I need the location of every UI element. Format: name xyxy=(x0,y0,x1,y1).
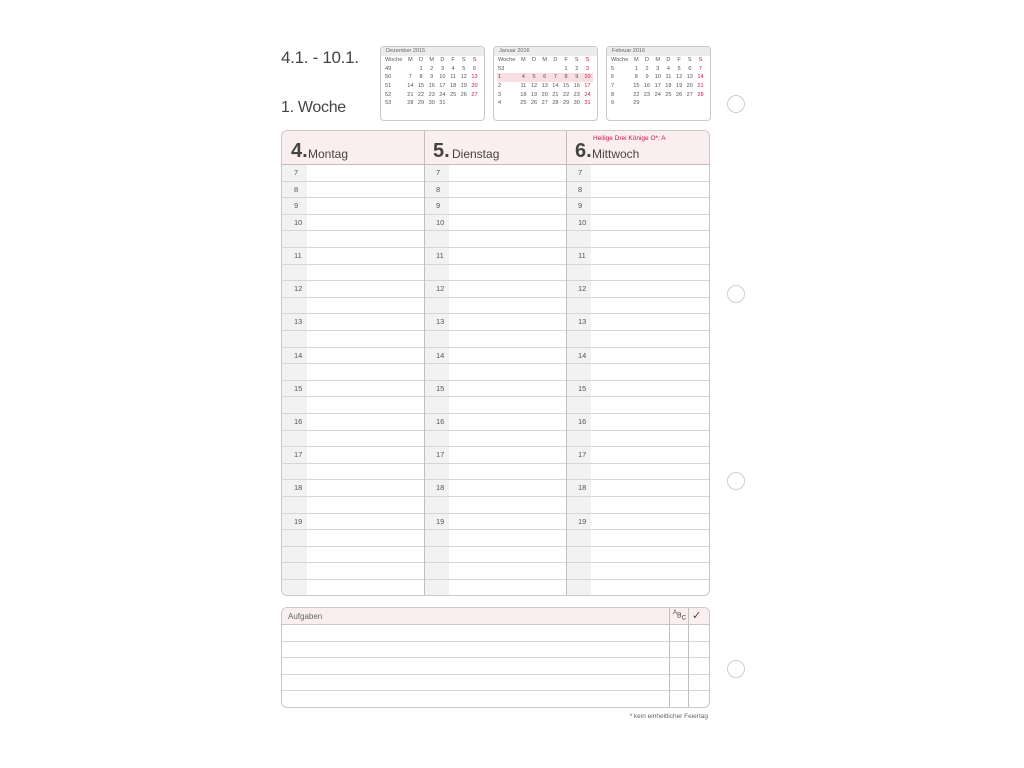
mini-calendar-day: 19 xyxy=(675,83,683,90)
hour-label: 16 xyxy=(578,417,587,426)
time-slot-line xyxy=(282,330,424,331)
mini-calendar-day xyxy=(518,65,529,74)
hour-label: 12 xyxy=(294,284,303,294)
mini-calendar-day: 4 xyxy=(451,65,455,72)
time-slot-line xyxy=(424,546,566,547)
hour-label: 14 xyxy=(578,350,587,360)
mini-calendar-day: 25 xyxy=(449,91,457,98)
mini-calendar-week-number: 8 xyxy=(611,91,615,98)
time-slot-line xyxy=(424,264,566,265)
mini-calendar-day: 26 xyxy=(675,91,683,98)
mini-calendar-day: 9 xyxy=(430,74,434,81)
mini-calendar-day: 21 xyxy=(552,91,559,98)
hour-label: 11 xyxy=(436,251,444,260)
time-slot-line xyxy=(566,463,709,464)
mini-calendar-day: 20 xyxy=(471,83,478,90)
mini-calendar-day: 2 xyxy=(645,65,649,72)
mini-calendar-day: 16 xyxy=(428,83,435,90)
hour-label: 10 xyxy=(436,217,445,227)
mini-calendar-day: 9 xyxy=(645,74,649,81)
time-slot-line xyxy=(282,446,424,447)
mini-calendar-day: 10 xyxy=(582,73,593,82)
task-column-divider xyxy=(688,608,689,707)
mini-calendar-day xyxy=(539,65,550,74)
mini-calendar-day: 2 xyxy=(430,65,434,72)
mini-calendar-day: 27 xyxy=(541,100,548,107)
mini-calendar-week-number: 53 xyxy=(385,100,392,107)
hour-label: 18 xyxy=(578,483,587,493)
mini-calendar-day: 14 xyxy=(552,83,559,90)
task-column-divider xyxy=(669,608,670,707)
mini-calendar-day: 1 xyxy=(564,65,568,72)
mini-calendar-column-header: D xyxy=(419,57,424,64)
time-slot-line xyxy=(424,579,566,580)
holiday-label: Heilige Drei Könige O*; A xyxy=(593,135,666,142)
mini-calendar-day: 1 xyxy=(419,65,423,72)
week-label: 1. Woche xyxy=(281,99,346,116)
mini-calendar-column-header: S xyxy=(574,57,579,64)
hour-label: 9 xyxy=(294,201,299,211)
hour-label: 8 xyxy=(294,184,299,194)
hour-label: 15 xyxy=(294,383,303,393)
time-slot-line xyxy=(424,197,566,198)
day-column xyxy=(282,131,424,595)
time-slot-line xyxy=(566,529,709,530)
mini-calendar-day: 20 xyxy=(686,83,693,90)
mini-calendar-column-header: S xyxy=(698,57,703,64)
time-slot-line xyxy=(424,313,566,314)
mini-calendar-column-header: M xyxy=(634,57,639,64)
mini-calendar-day: 16 xyxy=(573,83,580,90)
mini-calendar-day: 20 xyxy=(541,91,548,98)
hour-label: 19 xyxy=(578,516,587,526)
time-slot-line xyxy=(566,214,709,215)
mini-calendar-day: 21 xyxy=(407,91,414,98)
mini-calendar-column-header: D xyxy=(440,57,445,64)
time-slot-line xyxy=(566,496,709,497)
mini-calendar-day: 10 xyxy=(654,74,661,81)
footnote: * kein einheitlicher Feiertag xyxy=(629,713,708,720)
tasks-header xyxy=(282,608,709,625)
mini-calendar-day: 31 xyxy=(584,100,591,107)
hour-label: 9 xyxy=(578,201,583,211)
time-slot-line xyxy=(282,280,424,281)
hour-label: 18 xyxy=(436,483,445,493)
mini-calendar-day: 17 xyxy=(439,83,446,90)
column-divider xyxy=(566,131,567,595)
mini-calendar-day: 10 xyxy=(439,74,446,81)
mini-calendar-day xyxy=(652,99,663,108)
time-slot-line xyxy=(282,181,424,182)
mini-calendar-day: 22 xyxy=(417,91,425,98)
mini-calendar-week-number: 5 xyxy=(611,65,615,72)
hour-label: 18 xyxy=(294,483,303,493)
mini-calendar-day: 31 xyxy=(439,100,446,107)
time-slot-line xyxy=(282,197,424,198)
hour-label: 15 xyxy=(578,383,587,393)
mini-calendar-day: 19 xyxy=(530,91,538,98)
mini-calendar-day: 8 xyxy=(419,74,423,81)
hour-label: 17 xyxy=(436,450,445,460)
column-divider xyxy=(424,131,425,595)
hour-label: 12 xyxy=(578,284,587,294)
time-slot-line xyxy=(566,479,709,480)
time-slot-line xyxy=(282,529,424,530)
day-column xyxy=(566,131,709,595)
mini-calendar-day: 8 xyxy=(634,74,638,81)
mini-calendar-day: 6 xyxy=(472,65,477,72)
mini-calendar-day: 22 xyxy=(633,91,640,98)
time-slot-line xyxy=(424,529,566,530)
punch-hole xyxy=(727,95,745,113)
time-slot-line xyxy=(282,214,424,215)
time-slot-line xyxy=(566,562,709,563)
hour-label: 13 xyxy=(436,317,445,327)
mini-calendar-day: 15 xyxy=(633,83,640,90)
mini-calendar-week-number: 50 xyxy=(385,74,392,81)
mini-calendar-column-header: M xyxy=(542,57,548,64)
time-slot-line xyxy=(424,463,566,464)
time-slot-line xyxy=(282,347,424,348)
hour-label: 13 xyxy=(294,317,303,327)
mini-calendar-day: 30 xyxy=(573,100,580,107)
mini-calendar-column-header: F xyxy=(451,57,455,64)
mini-calendar-day: 18 xyxy=(449,83,457,90)
mini-calendar-column-header: D xyxy=(532,57,537,64)
hour-label: 10 xyxy=(294,217,303,227)
mini-calendar-day: 12 xyxy=(460,74,467,81)
mini-calendar-day: 18 xyxy=(665,83,672,90)
time-slot-line xyxy=(566,247,709,248)
mini-calendar-day xyxy=(458,99,469,108)
mini-calendar-column-header: F xyxy=(564,57,568,64)
mini-calendar-day xyxy=(405,65,416,74)
time-slot-line xyxy=(282,297,424,298)
time-slot-line xyxy=(424,214,566,215)
mini-calendar-column-header: S xyxy=(461,57,466,64)
mini-calendar-day: 24 xyxy=(654,91,661,98)
mini-calendar-day: 13 xyxy=(471,74,478,81)
time-slot-line xyxy=(282,430,424,431)
time-slot-line xyxy=(282,479,424,480)
mini-calendar-week-number: 7 xyxy=(611,83,615,90)
time-slot-line xyxy=(566,181,709,182)
time-slot-line xyxy=(282,363,424,364)
mini-calendar-day: 19 xyxy=(460,83,467,90)
mini-calendar-day: 26 xyxy=(530,100,538,107)
time-slot-line xyxy=(566,264,709,265)
mini-calendar-day: 25 xyxy=(665,91,672,98)
hour-label: 7 xyxy=(578,168,583,177)
mini-calendar-day: 5 xyxy=(677,65,681,72)
mini-calendar-title: Dezember 2015 xyxy=(381,47,484,56)
mini-calendar-day: 21 xyxy=(697,83,704,90)
mini-calendar-week-number: 2 xyxy=(498,83,502,90)
mini-calendar-day: 11 xyxy=(665,74,672,81)
hour-label: 16 xyxy=(436,417,445,426)
mini-calendar-title: Februar 2016 xyxy=(607,47,710,56)
mini-calendar-day: 29 xyxy=(562,100,570,107)
mini-calendar-day: 14 xyxy=(697,74,704,81)
mini-calendar-day: 14 xyxy=(407,83,414,90)
time-slot-line xyxy=(566,413,709,414)
check-icon: ✓ xyxy=(692,610,702,622)
time-slot-line xyxy=(424,562,566,563)
mini-calendar-week-number: 1 xyxy=(497,73,518,82)
day-header xyxy=(566,131,709,165)
hour-label: 10 xyxy=(578,217,587,227)
mini-calendar-day: 13 xyxy=(541,83,548,90)
time-slot-line xyxy=(566,380,709,381)
hour-label: 15 xyxy=(436,383,445,393)
time-slot-line xyxy=(282,496,424,497)
mini-calendar-day: 30 xyxy=(428,100,435,107)
mini-calendar-column-header: M xyxy=(429,57,435,64)
mini-calendar-day: 17 xyxy=(584,83,591,90)
time-slot-line xyxy=(566,297,709,298)
task-line xyxy=(282,657,709,658)
abc-priority-label: $^AB_C$ xyxy=(673,610,687,622)
day-header xyxy=(282,131,424,165)
week-range: 4.1. - 10.1. xyxy=(281,48,359,67)
mini-calendar-column-header: D xyxy=(553,57,558,64)
time-slot-line xyxy=(424,446,566,447)
mini-calendar-day: 28 xyxy=(697,91,704,98)
mini-calendar-day: 23 xyxy=(428,91,435,98)
time-slot-line xyxy=(424,396,566,397)
hour-label: 11 xyxy=(578,251,586,260)
mini-calendar-day: 17 xyxy=(654,83,661,90)
hour-label: 16 xyxy=(294,417,303,426)
punch-hole xyxy=(727,285,745,303)
mini-calendar-week-number: 53 xyxy=(498,65,505,72)
mini-calendar-day: 15 xyxy=(562,83,570,90)
mini-calendar-title: Januar 2016 xyxy=(494,47,597,56)
mini-calendar-column-header: D xyxy=(666,57,671,64)
day-column xyxy=(424,131,566,595)
time-slot-line xyxy=(566,330,709,331)
mini-calendar-day: 26 xyxy=(460,91,467,98)
mini-calendar-day: 27 xyxy=(471,91,478,98)
tasks-title: Aufgaben xyxy=(288,612,323,621)
day-number: 5. xyxy=(433,140,450,162)
time-slot-line xyxy=(424,347,566,348)
time-slot-line xyxy=(424,330,566,331)
time-slot-line xyxy=(424,479,566,480)
mini-calendar-week-number: 6 xyxy=(611,74,615,81)
mini-calendar-day: 8 xyxy=(561,73,572,82)
mini-calendar-day: 7 xyxy=(550,73,561,82)
mini-calendar xyxy=(380,46,485,121)
mini-calendar-day xyxy=(674,99,685,108)
mini-calendar-column-header: D xyxy=(645,57,650,64)
mini-calendar-day: 2 xyxy=(575,65,579,72)
time-slot-line xyxy=(566,313,709,314)
hour-label: 9 xyxy=(436,201,441,211)
time-slot-line xyxy=(282,413,424,414)
mini-calendar-week-number: 51 xyxy=(385,83,392,90)
mini-calendar-day: 13 xyxy=(686,74,693,81)
time-slot-line xyxy=(424,181,566,182)
time-slot-line xyxy=(424,297,566,298)
mini-calendar-day: 28 xyxy=(407,100,414,107)
time-slot-line xyxy=(282,380,424,381)
mini-calendar-day: 3 xyxy=(440,65,444,72)
hour-label: 12 xyxy=(436,284,445,294)
time-slot-line xyxy=(424,247,566,248)
mini-calendar-day: 9 xyxy=(571,73,582,82)
mini-calendar-column-header: F xyxy=(677,57,681,64)
mini-calendar-day: 1 xyxy=(634,65,638,72)
mini-calendar-day: 24 xyxy=(439,91,446,98)
time-slot-line xyxy=(282,230,424,231)
day-name: Montag xyxy=(308,147,349,161)
mini-calendar-day: 24 xyxy=(584,91,591,98)
time-slot-line xyxy=(566,347,709,348)
time-slot-line xyxy=(282,562,424,563)
time-slot-line xyxy=(566,579,709,580)
time-slot-line xyxy=(424,380,566,381)
time-slot-line xyxy=(566,280,709,281)
mini-calendar-day: 11 xyxy=(520,83,527,90)
mini-calendar-column-header: Woche xyxy=(611,57,629,64)
mini-calendar-day: 12 xyxy=(675,74,683,81)
tasks-table xyxy=(281,607,710,708)
hour-label: 14 xyxy=(436,350,445,360)
mini-calendar-day: 7 xyxy=(698,65,703,72)
mini-calendar-day: 3 xyxy=(585,65,590,72)
time-slot-line xyxy=(282,463,424,464)
hour-label: 17 xyxy=(578,450,587,460)
time-slot-line xyxy=(424,230,566,231)
hour-label: 11 xyxy=(294,251,302,260)
mini-calendar-column-header: Woche xyxy=(498,57,516,64)
mini-calendar-day xyxy=(529,65,540,74)
mini-calendar-day: 5 xyxy=(462,65,466,72)
task-line xyxy=(282,690,709,691)
mini-calendar-day: 29 xyxy=(417,100,425,107)
time-slot-line xyxy=(566,230,709,231)
hour-label: 7 xyxy=(294,168,299,177)
mini-calendar-column-header: M xyxy=(655,57,661,64)
mini-calendar-week-number: 49 xyxy=(385,65,392,72)
punch-hole xyxy=(727,472,745,490)
time-slot-line xyxy=(282,396,424,397)
mini-calendar-day: 11 xyxy=(450,74,456,81)
hour-label: 8 xyxy=(578,184,583,194)
mini-calendar-column-header: M xyxy=(521,57,526,64)
mini-calendar-column-header: S xyxy=(585,57,590,64)
mini-calendar-column-header: Woche xyxy=(385,57,403,64)
mini-calendar-day xyxy=(469,99,480,108)
mini-calendar-day xyxy=(663,99,674,108)
mini-calendar-day: 23 xyxy=(643,91,651,98)
time-slot-line xyxy=(566,513,709,514)
time-slot-line xyxy=(282,513,424,514)
mini-calendar-day: 7 xyxy=(408,74,412,81)
hour-label: 17 xyxy=(294,450,303,460)
punch-hole xyxy=(727,660,745,678)
mini-calendar-week-number: 3 xyxy=(498,91,502,98)
time-slot-line xyxy=(282,546,424,547)
mini-calendar-day xyxy=(642,99,653,108)
mini-calendar-day xyxy=(695,99,706,108)
mini-calendar-day xyxy=(550,65,561,74)
mini-calendar-week-number: 52 xyxy=(385,91,392,98)
time-slot-line xyxy=(424,413,566,414)
time-slot-line xyxy=(282,313,424,314)
time-slot-line xyxy=(282,579,424,580)
mini-calendar-day: 6 xyxy=(539,73,550,82)
mini-calendar-column-header: M xyxy=(408,57,413,64)
time-slot-line xyxy=(566,396,709,397)
mini-calendar-day xyxy=(684,99,695,108)
time-slot-line xyxy=(424,430,566,431)
mini-calendar-day: 25 xyxy=(520,100,527,107)
time-slot-line xyxy=(424,496,566,497)
mini-calendar-day: 4 xyxy=(666,65,670,72)
time-slot-line xyxy=(566,446,709,447)
mini-calendar-day: 5 xyxy=(529,73,540,82)
mini-calendar-day xyxy=(448,99,459,108)
mini-calendar-day: 23 xyxy=(573,91,580,98)
mini-calendar xyxy=(606,46,711,121)
mini-calendar-day: 16 xyxy=(643,83,651,90)
time-slot-line xyxy=(566,363,709,364)
time-slot-line xyxy=(424,513,566,514)
mini-calendar-day: 22 xyxy=(562,91,570,98)
mini-calendar-day: 28 xyxy=(552,100,559,107)
time-slot-line xyxy=(424,363,566,364)
day-name: Dienstag xyxy=(452,147,500,161)
day-header xyxy=(424,131,566,165)
mini-calendar-day: 12 xyxy=(530,83,538,90)
day-name: Mittwoch xyxy=(592,147,640,161)
mini-calendar-week-number: 9 xyxy=(611,100,615,107)
hour-label: 13 xyxy=(578,317,587,327)
mini-calendar-day: 27 xyxy=(686,91,693,98)
task-line xyxy=(282,674,709,675)
time-slot-line xyxy=(566,197,709,198)
mini-calendar xyxy=(493,46,598,121)
mini-calendar-day: 15 xyxy=(417,83,425,90)
hour-label: 19 xyxy=(436,516,445,526)
hour-label: 8 xyxy=(436,184,441,194)
hour-label: 7 xyxy=(436,168,441,177)
task-line xyxy=(282,641,709,642)
time-slot-line xyxy=(282,264,424,265)
day-grid xyxy=(281,130,710,596)
mini-calendar-day: 29 xyxy=(633,100,640,107)
time-slot-line xyxy=(566,430,709,431)
hour-label: 19 xyxy=(294,516,303,526)
hour-label: 14 xyxy=(294,350,303,360)
day-number: 6. xyxy=(575,140,592,162)
time-slot-line xyxy=(424,280,566,281)
mini-calendar-column-header: S xyxy=(687,57,692,64)
mini-calendar-day: 3 xyxy=(656,65,660,72)
mini-calendar-day: 4 xyxy=(518,73,529,82)
time-slot-line xyxy=(282,247,424,248)
day-number: 4. xyxy=(291,140,308,162)
mini-calendar-day: 18 xyxy=(520,91,527,98)
time-slot-line xyxy=(566,546,709,547)
mini-calendar-week-number: 4 xyxy=(498,100,502,107)
mini-calendar-day: 6 xyxy=(688,65,692,72)
mini-calendar-column-header: S xyxy=(472,57,477,64)
